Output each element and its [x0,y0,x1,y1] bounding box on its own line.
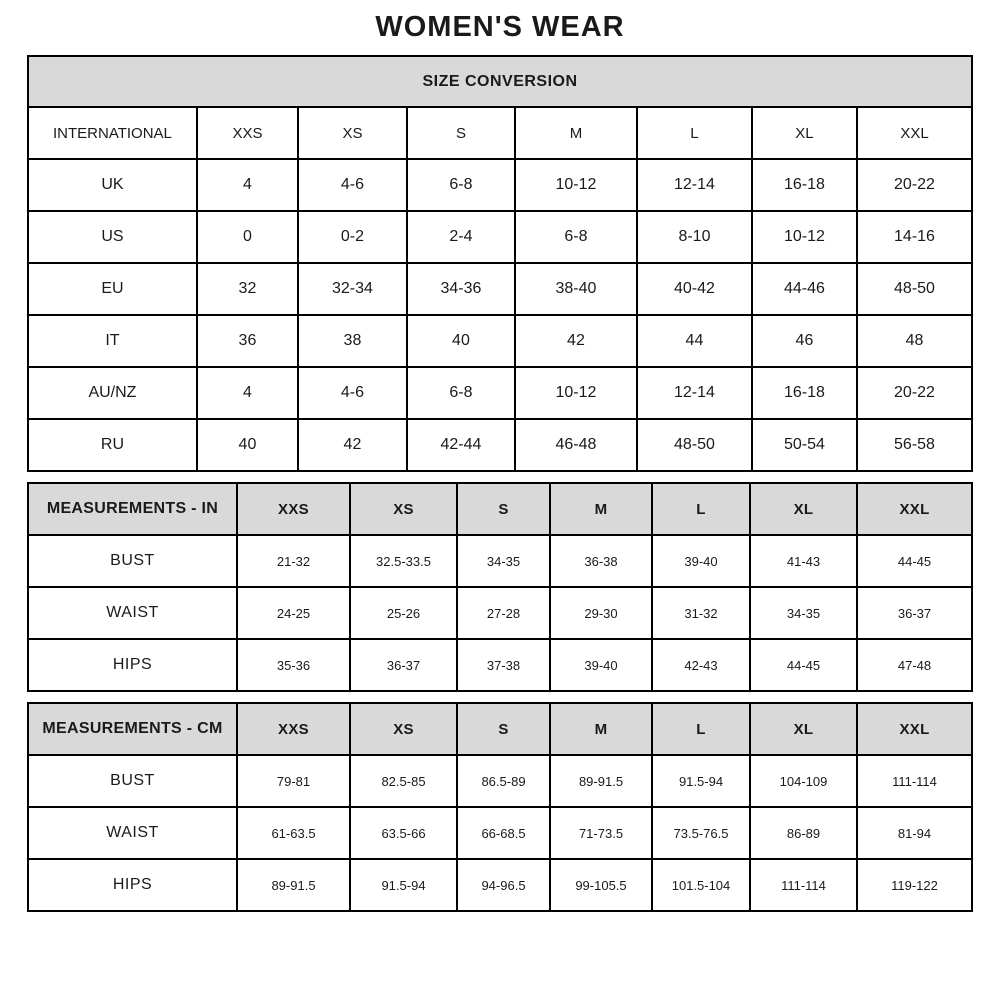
measurements-in-column-header: M [550,483,652,535]
measurements-cm-row [28,859,972,911]
measurements-in-cell: 36-37 [857,587,972,639]
measurements-in-cell: 36-37 [350,639,457,691]
measurements-cm-cell: 89-91.5 [550,755,652,807]
measurements-cm-column-header: XL [750,703,857,755]
size-conversion-cell: 38 [298,315,407,367]
size-conversion-cell: 12-14 [637,367,752,419]
size-conversion-cell: 14-16 [857,211,972,263]
size-conversion-row-label: RU [28,419,197,471]
measurements-cm-column-header: M [550,703,652,755]
measurements-in-cell: 32.5-33.5 [350,535,457,587]
measurements-cm-cell: 111-114 [857,755,972,807]
size-conversion-row [28,159,972,211]
size-conversion-row-label: IT [28,315,197,367]
size-conversion-cell: 42-44 [407,419,515,471]
size-conversion-header-row [28,107,972,159]
measurements-in-cell: 44-45 [750,639,857,691]
size-conversion-cell: 10-12 [752,211,857,263]
size-conversion-cell: 6-8 [407,159,515,211]
measurements-in-column-header: S [457,483,550,535]
measurements-in-cell: 44-45 [857,535,972,587]
measurements-cm-row [28,755,972,807]
measurements-cm-cell: 66-68.5 [457,807,550,859]
size-conversion-column-header: XXS [197,107,298,159]
size-conversion-cell: 48 [857,315,972,367]
measurements-cm-header-row [28,703,972,755]
size-conversion-cell: 10-12 [515,367,637,419]
measurements-in-row-label: HIPS [28,639,237,691]
size-conversion-cell: 36 [197,315,298,367]
size-conversion-row [28,211,972,263]
measurements-in-cell: 31-32 [652,587,750,639]
size-conversion-cell: 44 [637,315,752,367]
measurements-cm-column-header: XXL [857,703,972,755]
size-conversion-cell: 48-50 [857,263,972,315]
measurements-in-row-label: BUST [28,535,237,587]
measurements-cm-cell: 61-63.5 [237,807,350,859]
size-conversion-column-header: M [515,107,637,159]
measurements-cm-cell: 86-89 [750,807,857,859]
size-conversion-cell: 46-48 [515,419,637,471]
size-conversion-cell: 6-8 [515,211,637,263]
size-conversion-cell: 48-50 [637,419,752,471]
measurements-cm-cell: 91.5-94 [350,859,457,911]
measurements-in-cell: 47-48 [857,639,972,691]
size-conversion-cell: 6-8 [407,367,515,419]
size-conversion-row-label: UK [28,159,197,211]
measurements-in-cell: 42-43 [652,639,750,691]
measurements-in-column-header: XXS [237,483,350,535]
size-conversion-cell: 42 [298,419,407,471]
measurements-in-cell: 37-38 [457,639,550,691]
size-conversion-row [28,419,972,471]
measurements-cm-cell: 104-109 [750,755,857,807]
size-conversion-cell: 4 [197,367,298,419]
size-conversion-cell: 20-22 [857,159,972,211]
measurements-cm-row-label: HIPS [28,859,237,911]
size-conversion-column-header: INTERNATIONAL [28,107,197,159]
size-conversion-row [28,315,972,367]
size-conversion-cell: 10-12 [515,159,637,211]
measurements-in-column-header: XS [350,483,457,535]
measurements-in-cell: 34-35 [750,587,857,639]
measurements-cm-column-header: L [652,703,750,755]
size-conversion-cell: 38-40 [515,263,637,315]
measurements-in-cell: 27-28 [457,587,550,639]
size-conversion-column-header: XXL [857,107,972,159]
measurements-cm-cell: 73.5-76.5 [652,807,750,859]
size-conversion-cell: 4 [197,159,298,211]
size-conversion-cell: 40 [407,315,515,367]
measurements-cm-cell: 94-96.5 [457,859,550,911]
size-conversion-banner: SIZE CONVERSION [28,56,972,107]
measurements-in-cell: 36-38 [550,535,652,587]
size-conversion-row-label: EU [28,263,197,315]
size-conversion-cell: 32-34 [298,263,407,315]
measurements-in-column-header: L [652,483,750,535]
measurements-in-row [28,587,972,639]
measurements-cm-cell: 89-91.5 [237,859,350,911]
size-conversion-cell: 44-46 [752,263,857,315]
measurements-cm-cell: 82.5-85 [350,755,457,807]
measurements-cm-table [27,702,973,912]
size-conversion-cell: 2-4 [407,211,515,263]
measurements-in-cell: 24-25 [237,587,350,639]
measurements-cm-cell: 119-122 [857,859,972,911]
size-conversion-cell: 16-18 [752,159,857,211]
measurements-cm-column-header: S [457,703,550,755]
measurements-cm-cell: 91.5-94 [652,755,750,807]
size-conversion-cell: 4-6 [298,159,407,211]
size-conversion-row-label: AU/NZ [28,367,197,419]
size-conversion-cell: 12-14 [637,159,752,211]
size-conversion-cell: 56-58 [857,419,972,471]
measurements-cm-cell: 71-73.5 [550,807,652,859]
size-conversion-cell: 20-22 [857,367,972,419]
measurements-in-cell: 21-32 [237,535,350,587]
size-conversion-cell: 40 [197,419,298,471]
measurements-in-row [28,535,972,587]
measurements-in-cell: 39-40 [550,639,652,691]
size-conversion-cell: 34-36 [407,263,515,315]
size-conversion-column-header: XS [298,107,407,159]
measurements-in-table [27,482,973,692]
measurements-in-cell: 41-43 [750,535,857,587]
size-conversion-cell: 4-6 [298,367,407,419]
size-conversion-cell: 0-2 [298,211,407,263]
page-title: WOMEN'S WEAR [375,11,625,43]
measurements-cm-row-label: WAIST [28,807,237,859]
measurements-in-column-header: XL [750,483,857,535]
size-conversion-cell: 40-42 [637,263,752,315]
size-conversion-cell: 16-18 [752,367,857,419]
size-conversion-row [28,263,972,315]
measurements-in-row [28,639,972,691]
measurements-in-header-row [28,483,972,535]
size-conversion-cell: 50-54 [752,419,857,471]
size-conversion-column-header: S [407,107,515,159]
size-conversion-column-header: XL [752,107,857,159]
measurements-cm-column-header: MEASUREMENTS - CM [28,703,237,755]
measurements-cm-row-label: BUST [28,755,237,807]
size-conversion-cell: 46 [752,315,857,367]
measurements-cm-cell: 111-114 [750,859,857,911]
measurements-cm-cell: 101.5-104 [652,859,750,911]
size-conversion-cell: 8-10 [637,211,752,263]
measurements-in-column-header: MEASUREMENTS - IN [28,483,237,535]
tables-container [0,55,1000,912]
measurements-cm-cell: 79-81 [237,755,350,807]
measurements-cm-cell: 63.5-66 [350,807,457,859]
size-conversion-table [27,55,973,472]
size-conversion-row-label: US [28,211,197,263]
measurements-cm-row [28,807,972,859]
measurements-in-cell: 25-26 [350,587,457,639]
measurements-in-cell: 35-36 [237,639,350,691]
measurements-cm-cell: 99-105.5 [550,859,652,911]
size-conversion-column-header: L [637,107,752,159]
measurements-cm-column-header: XXS [237,703,350,755]
size-conversion-cell: 0 [197,211,298,263]
measurements-in-cell: 39-40 [652,535,750,587]
measurements-cm-cell: 86.5-89 [457,755,550,807]
measurements-in-cell: 29-30 [550,587,652,639]
measurements-in-cell: 34-35 [457,535,550,587]
size-conversion-row [28,367,972,419]
measurements-in-column-header: XXL [857,483,972,535]
measurements-in-row-label: WAIST [28,587,237,639]
measurements-cm-cell: 81-94 [857,807,972,859]
measurements-cm-column-header: XS [350,703,457,755]
size-conversion-cell: 42 [515,315,637,367]
size-conversion-cell: 32 [197,263,298,315]
